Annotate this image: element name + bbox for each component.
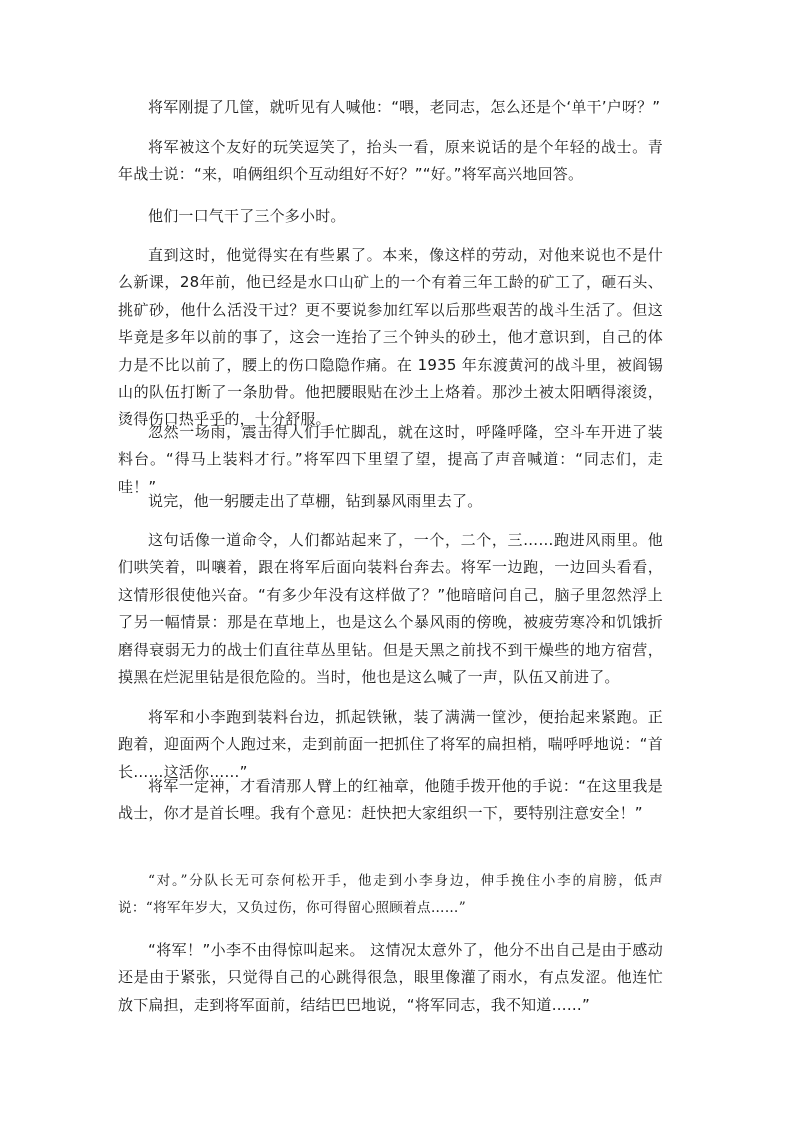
paragraph-9: 将军一定神，才看清那人臂上的红袖章，他随手拨开他的手说：“在这里我是战士，你才是首长哩。我有个意见：赶快把大家组织一下，要特别注意安全！” <box>118 777 663 823</box>
paragraph-10: “对。”分队长无可奈何松开手，他走到小李身边，伸手挽住小李的肩膀，低声说：“将军年岁大，又负过伤，你可得留心照顾着点……” <box>118 873 663 916</box>
paragraph-6: 说完，他一躬腰走出了草棚，钻到暴风雨里去了。 <box>148 492 483 510</box>
paragraph-3: 他们一口气干了三个多小时。 <box>148 207 346 225</box>
paragraph-4: 直到这时，他觉得实在有些累了。本来，像这样的劳动，对他来说也不是什么新课，28年前，他已经是水口山矿上的一个有着三年工龄的矿工了，砸石头、挑矿砂，他什么活没干过？更不要说参加红军以后那些艰苦的战斗生活了。但这毕竟是多年以前的事了，这会一连抬了三个钟头的砂土，他才意识到，自己的体力是不比以前了，腰上的伤口隐隐作痛。在 1935 年东渡黄河的战斗里，被阎锡山的队伍打断了一条肋骨。他把腰眼贴在沙土上烙着。那沙土被太阳晒得滚烫，烫得伤口热乎乎的，十分舒服。 <box>118 246 663 429</box>
paragraph-1: 将军刚提了几筐，就听见有人喊他：“喂，老同志，怎么还是个‘单干’户呀？” <box>148 98 661 116</box>
paragraph-7: 这句话像一道命令，人们都站起来了，一个，二个，三……跑进风雨里。他们哄笑着，叫嚷着，跟在将军后面向装料台奔去。将军一边跑，一边回头看看，这情形很使他兴奋。“有多少年没有这样做了？”他暗暗问自己，脑子里忽然浮上了另一幅情景：那是在草地上，也是这么个暴风雨的傍晚，被疲劳寒冷和饥饿折磨得衰弱无力的战士们直往草丛里钻。但是天黑之前找不到干燥些的地方宿营，摸黑在烂泥里钻是很危险的。当时，他也是这么喊了一声，队伍又前进了。 <box>118 531 663 687</box>
paragraph-8: 将军和小李跑到装料台边，抓起铁锹，装了满满一筐沙，便抬起来紧跑。正跑着，迎面两个人跑过来，走到前面一把抓住了将军的扁担梢，喘呼呼地说：“首长……这活你……” <box>118 708 663 781</box>
paragraph-2: 将军被这个友好的玩笑逗笑了，抬头一看，原来说话的是个年轻的战士。青年战士说：“来，咱俩组织个互动组好不好？”“好。”将军高兴地回答。 <box>118 138 663 184</box>
paragraph-5: 忽然一场雨，震击得人们手忙脚乱，就在这时，呼隆呼隆，空斗车开进了装料台。“得马上装料才行。”将军四下里望了望，提高了声音喊道：“同志们，走哇！” <box>118 423 663 496</box>
paragraph-11: “将军！”小李不由得惊叫起来。 这情况太意外了，他分不出自己是由于感动还是由于紧张，只觉得自己的心跳得很急，眼里像灌了雨水，有点发涩。他连忙放下扁担，走到将军面前，结结巴巴地说，“将军同志，我不知道……” <box>118 941 663 1014</box>
